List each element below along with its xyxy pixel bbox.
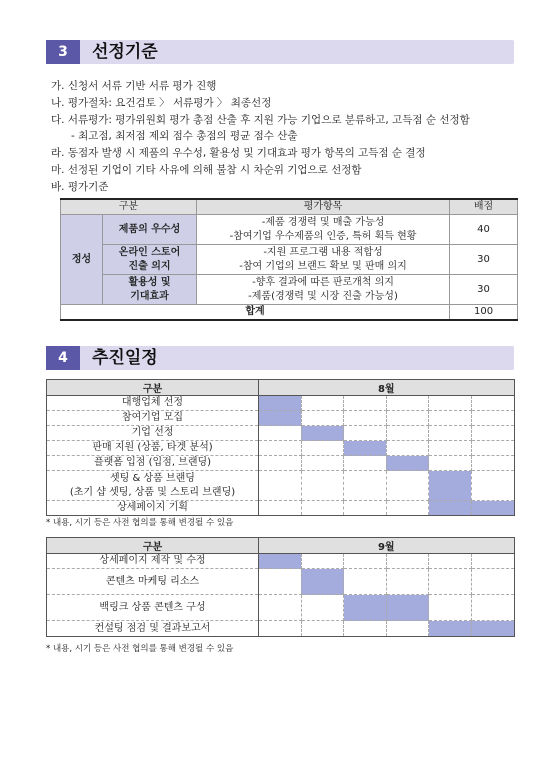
task-name: 콘텐츠 마케팅 리소스	[47, 569, 259, 595]
items-cell: -향후 결과에 따른 판로개척 의지 -제품(경쟁력 및 시장 진출 가능성)	[197, 275, 450, 305]
schedule-cell	[386, 621, 429, 637]
list-item: 다. 서류평가: 평가위원회 평가 총점 산출 후 지원 가능 기업으로 분류하고, 고득점 순 선정함	[51, 113, 470, 126]
schedule-cell	[471, 396, 514, 411]
score-cell: 30	[450, 275, 518, 305]
schedule-cell	[259, 456, 302, 471]
items-cell: -제품 경쟁력 및 매출 가능성 -참여기업 우수제품의 인증, 특허 획득 현황	[197, 215, 450, 245]
section-number: 4	[46, 346, 80, 370]
list-item: 가. 신청서 서류 기반 서류 평가 진행	[51, 80, 217, 92]
schedule-row	[47, 554, 515, 569]
list-item: 바. 평가기준	[51, 180, 109, 193]
schedule-bar	[301, 569, 344, 595]
schedule-cell	[429, 595, 472, 621]
list-item: 마. 선정된 기업이 기타 사유에 의해 불참 시 차순위 기업으로 선정함	[51, 163, 362, 176]
criteria-table	[60, 198, 518, 321]
schedule-row	[47, 501, 515, 516]
schedule-cell	[429, 569, 472, 595]
schedule-row	[47, 396, 515, 411]
total-label: 합계	[61, 305, 450, 321]
schedule-cell	[386, 426, 429, 441]
month-header: 9월	[259, 538, 515, 554]
section-number: 3	[46, 40, 80, 64]
schedule-cell	[429, 554, 472, 569]
schedule-cell	[471, 426, 514, 441]
task-name: 판매 지원 (상품, 타겟 분석)	[47, 441, 259, 456]
schedule-cell	[344, 411, 387, 426]
schedule-cell	[429, 456, 472, 471]
schedule-row	[47, 471, 515, 501]
schedule-row	[47, 456, 515, 471]
schedule-cell	[301, 621, 344, 637]
section-title: 선정기준	[92, 42, 158, 62]
schedule-bar	[386, 595, 429, 621]
total-value: 100	[450, 305, 518, 321]
schedule-cell	[301, 396, 344, 411]
schedule-cell	[429, 396, 472, 411]
table-header-row	[61, 199, 518, 215]
schedule-bar	[259, 396, 302, 411]
schedule-cell	[429, 441, 472, 456]
schedule-cell	[301, 501, 344, 516]
schedule-table-august	[46, 379, 515, 516]
schedule-cell	[259, 426, 302, 441]
schedule-cell	[386, 396, 429, 411]
schedule-cell	[386, 554, 429, 569]
schedule-bar	[429, 471, 472, 501]
schedule-cell	[471, 554, 514, 569]
schedule-cell	[344, 501, 387, 516]
schedule-cell	[344, 471, 387, 501]
task-name: 상세페이지 기획	[47, 501, 259, 516]
category-cell: 온라인 스토어 진출 의지	[103, 245, 197, 275]
task-name: 상세페이지 제작 및 수정	[47, 554, 259, 569]
schedule-cell	[471, 569, 514, 595]
schedule-cell	[344, 426, 387, 441]
list-item: 나. 평가절차: 요건검토 〉 서류평가 〉 최종선정	[51, 96, 272, 109]
schedule-cell	[259, 595, 302, 621]
schedule-cell	[471, 411, 514, 426]
schedule-cell	[386, 411, 429, 426]
score-cell: 30	[450, 245, 518, 275]
header-cell: 배점	[450, 199, 518, 215]
items-cell: -지원 프로그램 내용 적합성 -참여 기업의 브랜드 확보 및 판매 의지	[197, 245, 450, 275]
schedule-cell	[429, 411, 472, 426]
selection-criteria-list	[51, 78, 470, 196]
schedule-row	[47, 426, 515, 441]
schedule-note: * 내용, 시기 등은 사전 협의를 통해 변경될 수 있음	[46, 518, 234, 528]
schedule-bar	[344, 441, 387, 456]
section-header-4	[46, 346, 514, 370]
header-cell: 구분	[47, 538, 259, 554]
schedule-cell	[471, 471, 514, 501]
schedule-cell	[301, 554, 344, 569]
schedule-cell	[344, 621, 387, 637]
table-row	[61, 275, 518, 305]
schedule-bar	[301, 426, 344, 441]
schedule-bar	[471, 621, 514, 637]
header-cell: 구분	[47, 380, 259, 396]
schedule-cell	[259, 501, 302, 516]
schedule-cell	[429, 426, 472, 441]
schedule-bar	[386, 456, 429, 471]
schedule-table-september	[46, 537, 515, 637]
task-name: 기업 선정	[47, 426, 259, 441]
schedule-cell	[259, 471, 302, 501]
schedule-bar	[429, 621, 472, 637]
task-name: 플랫폼 입점 (입점, 브랜딩)	[47, 456, 259, 471]
schedule-cell	[386, 471, 429, 501]
section-title: 추진일정	[92, 348, 158, 368]
schedule-cell	[259, 441, 302, 456]
schedule-cell	[471, 595, 514, 621]
list-item: - 최고점, 최저점 제외 점수 총점의 평균 점수 산출	[71, 130, 298, 143]
score-cell: 40	[450, 215, 518, 245]
task-name: 대행업체 선정	[47, 396, 259, 411]
group-cell: 정성	[61, 215, 103, 305]
schedule-cell	[471, 456, 514, 471]
schedule-cell	[259, 621, 302, 637]
schedule-cell	[301, 471, 344, 501]
schedule-cell	[259, 569, 302, 595]
table-row	[61, 245, 518, 275]
schedule-cell	[344, 569, 387, 595]
schedule-row	[47, 595, 515, 621]
schedule-note: * 내용, 시기 등은 사전 협의를 통해 변경될 수 있음	[46, 644, 234, 654]
schedule-row	[47, 441, 515, 456]
schedule-bar	[429, 501, 472, 516]
schedule-bar	[344, 595, 387, 621]
section-header-3	[46, 40, 514, 64]
month-header: 8월	[259, 380, 515, 396]
schedule-row	[47, 621, 515, 637]
schedule-cell	[386, 501, 429, 516]
schedule-bar	[259, 554, 302, 569]
schedule-bar	[471, 501, 514, 516]
schedule-cell	[386, 441, 429, 456]
category-cell: 제품의 우수성	[103, 215, 197, 245]
schedule-header-row	[47, 380, 515, 396]
schedule-cell	[344, 554, 387, 569]
task-name: 참여기업 모집	[47, 411, 259, 426]
schedule-row	[47, 411, 515, 426]
schedule-cell	[344, 396, 387, 411]
schedule-cell	[301, 456, 344, 471]
task-name: 셋팅 & 상품 브랜딩 (초기 샵 셋팅, 상품 및 스토리 브랜딩)	[47, 471, 259, 501]
schedule-row	[47, 569, 515, 595]
schedule-cell	[344, 456, 387, 471]
schedule-header-row	[47, 538, 515, 554]
header-cell: 구분	[61, 199, 197, 215]
category-cell: 활용성 및 기대효과	[103, 275, 197, 305]
total-row	[61, 305, 518, 321]
schedule-cell	[386, 569, 429, 595]
header-cell: 평가항목	[197, 199, 450, 215]
table-row	[61, 215, 518, 245]
task-name: 백링크 상품 콘텐츠 구성	[47, 595, 259, 621]
schedule-cell	[471, 441, 514, 456]
schedule-cell	[301, 595, 344, 621]
schedule-cell	[301, 441, 344, 456]
schedule-bar	[259, 411, 302, 426]
list-item: 라. 동점자 발생 시 제품의 우수성, 활용성 및 기대효과 평가 항목의 고득점 순 결정	[51, 147, 426, 160]
task-name: 컨설팅 점검 및 결과보고서	[47, 621, 259, 637]
schedule-cell	[301, 411, 344, 426]
